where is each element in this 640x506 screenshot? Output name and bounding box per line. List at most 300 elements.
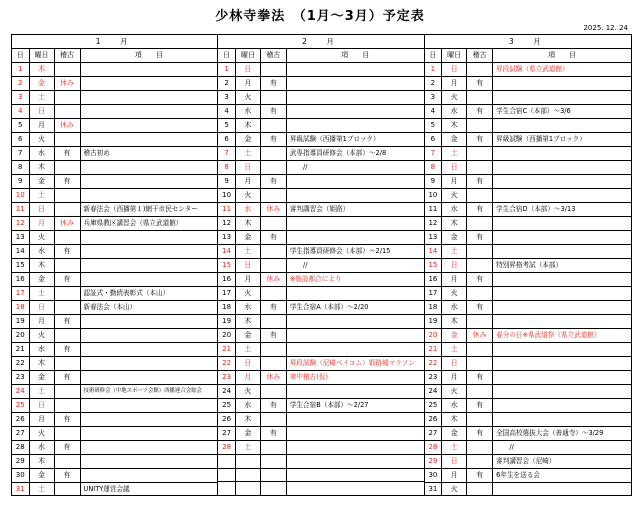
day-cell: 6 (425, 133, 442, 147)
weekday-cell: 水 (29, 441, 54, 455)
day-cell: 5 (425, 119, 442, 133)
weekday-cell: 水 (235, 301, 260, 315)
schedule-row (12, 483, 217, 497)
schedule-row (12, 217, 217, 231)
weekday-cell: 木 (29, 63, 54, 77)
day-cell: 12 (12, 217, 29, 231)
schedule-row (218, 133, 423, 147)
day-cell: 17 (218, 287, 235, 301)
event-cell: 学生指導員研修会（本部）～2/15 (286, 245, 423, 259)
keiko-cell (260, 63, 286, 77)
day-cell: 31 (12, 483, 29, 497)
weekday-cell: 月 (29, 413, 54, 427)
event-cell: 稽古初め (80, 147, 217, 161)
weekday-cell: 日 (442, 259, 467, 273)
day-cell: 17 (425, 287, 442, 301)
weekday-cell: 月 (442, 175, 467, 189)
event-cell (493, 91, 631, 105)
schedule-row (425, 189, 631, 203)
day-cell: 1 (12, 63, 29, 77)
schedule-row (12, 301, 217, 315)
day-cell: 10 (218, 189, 235, 203)
event-cell (80, 273, 217, 287)
keiko-cell: 有 (54, 245, 80, 259)
day-cell: 20 (12, 329, 29, 343)
keiko-cell: 休み (54, 119, 80, 133)
schedule-row (218, 91, 423, 105)
day-cell: 15 (218, 259, 235, 273)
keiko-cell: 有 (260, 427, 286, 441)
schedule-row (12, 357, 217, 371)
weekday-cell: 土 (235, 343, 260, 357)
schedule-row (218, 273, 423, 287)
schedule-row (218, 301, 423, 315)
weekday-cell: 日 (442, 63, 467, 77)
schedule-row (218, 287, 423, 301)
weekday-cell: 水 (442, 203, 467, 217)
month-rows (425, 63, 631, 497)
keiko-cell: 有 (54, 469, 80, 483)
keiko-cell: 休み (54, 77, 80, 91)
event-cell (80, 371, 217, 385)
weekday-cell: 水 (29, 343, 54, 357)
event-cell (493, 175, 631, 189)
event-cell (80, 63, 217, 77)
keiko-cell (260, 315, 286, 329)
schedule-row (218, 203, 423, 217)
day-cell: 21 (12, 343, 29, 357)
day-cell: 20 (218, 329, 235, 343)
weekday-cell: 土 (235, 245, 260, 259)
keiko-cell (54, 301, 80, 315)
keiko-cell (54, 189, 80, 203)
schedule-row (12, 287, 217, 301)
weekday-cell: 金 (442, 231, 467, 245)
day-cell: 7 (12, 147, 29, 161)
day-cell: 25 (218, 399, 235, 413)
weekday-cell: 火 (442, 287, 467, 301)
keiko-cell (467, 245, 493, 259)
weekday-cell: 木 (29, 259, 54, 273)
schedule-row (12, 147, 217, 161)
event-cell (286, 231, 423, 245)
keiko-cell (260, 482, 286, 496)
keiko-cell (54, 385, 80, 399)
event-cell (80, 175, 217, 189)
weekday-cell: 火 (442, 91, 467, 105)
keiko-cell: 有 (54, 343, 80, 357)
schedule-row (425, 385, 631, 399)
schedule-row (12, 231, 217, 245)
weekday-cell: 水 (442, 105, 467, 119)
keiko-cell (54, 91, 80, 105)
event-cell (286, 189, 423, 203)
day-cell: 16 (218, 273, 235, 287)
weekday-cell: 火 (442, 385, 467, 399)
keiko-cell (467, 455, 493, 469)
schedule-row (12, 245, 217, 259)
weekday-cell: 金 (442, 329, 467, 343)
event-cell (80, 413, 217, 427)
keiko-cell (260, 217, 286, 231)
schedule-row (12, 469, 217, 483)
event-cell: 学生合宿B（本部）～2/27 (286, 399, 423, 413)
schedule-row (218, 371, 423, 385)
schedule-row (425, 231, 631, 245)
schedule-row (425, 175, 631, 189)
event-cell (493, 301, 631, 315)
event-cell: UNITY運営会議 (83, 485, 130, 494)
schedule-row (12, 119, 217, 133)
weekday-cell: 火 (29, 231, 54, 245)
keiko-cell (467, 217, 493, 231)
keiko-cell: 有 (260, 105, 286, 119)
event-cell: 春分の日※県武道祭（県立武道館） (493, 329, 631, 343)
keiko-cell: 有 (467, 371, 493, 385)
keiko-cell (467, 147, 493, 161)
event-cell (80, 455, 217, 469)
event-cell (286, 468, 423, 482)
keiko-cell (54, 455, 80, 469)
event-cell (80, 357, 217, 371)
event-cell: ※施設都合により (286, 273, 423, 287)
day-cell: 12 (218, 217, 235, 231)
weekday-cell: 日 (29, 301, 54, 315)
keiko-cell (54, 203, 80, 217)
event-cell (286, 329, 423, 343)
schedule-row (12, 63, 217, 77)
schedule-row (12, 329, 217, 343)
day-cell: 29 (425, 455, 442, 469)
event-cell (286, 385, 423, 399)
event-cell: 兵庫県教区講習会（県立武道館） (80, 217, 217, 231)
keiko-cell: 有 (467, 105, 493, 119)
keiko-cell: 有 (260, 231, 286, 245)
event-cell (80, 427, 217, 441)
keiko-cell: 有 (467, 399, 493, 413)
day-cell: 31 (425, 483, 442, 497)
event-cell (493, 483, 631, 497)
day-cell: 18 (12, 301, 29, 315)
day-cell: 29 (12, 455, 29, 469)
schedule-row (12, 315, 217, 329)
day-cell: 18 (218, 301, 235, 315)
day-cell: 4 (425, 105, 442, 119)
day-cell: 13 (425, 231, 442, 245)
col-weekday-header: 曜日 (235, 49, 260, 63)
schedule-row (218, 231, 423, 245)
weekday-cell: 土 (29, 287, 54, 301)
event-cell: 審判講習会（姫路） (286, 203, 423, 217)
event-cell (80, 259, 217, 273)
event-cell: 昇段試験（県立武道館） (493, 63, 631, 77)
day-cell: 8 (425, 161, 442, 175)
weekday-cell: 金 (235, 231, 260, 245)
weekday-cell: 土 (442, 147, 467, 161)
keiko-cell (54, 63, 80, 77)
event-cell: 新春法会（西播第１)網干市民センター (80, 203, 217, 217)
event-cell (286, 105, 423, 119)
schedule-row (218, 161, 423, 175)
schedule-row (425, 441, 631, 455)
col-keiko-header: 稽古 (260, 49, 286, 63)
schedule-row (425, 77, 631, 91)
keiko-cell: 有 (467, 273, 493, 287)
keiko-cell: 有 (54, 147, 80, 161)
weekday-cell: 日 (442, 357, 467, 371)
weekday-cell: 土 (235, 441, 260, 455)
day-cell: 5 (12, 119, 29, 133)
event-cell (493, 217, 631, 231)
schedule-row (218, 455, 423, 469)
keiko-cell: 有 (260, 301, 286, 315)
weekday-cell: 日 (442, 161, 467, 175)
month-column-3 (425, 35, 631, 495)
event-cell (493, 77, 631, 91)
event-cell: 昇級試験（西播第1ブロック） (286, 133, 423, 147)
keiko-cell (54, 483, 80, 497)
weekday-cell: 月 (442, 371, 467, 385)
weekday-cell: 金 (29, 175, 54, 189)
schedule-row (425, 217, 631, 231)
col-item-header: 項 目 (80, 49, 217, 63)
schedule-row (218, 259, 423, 273)
keiko-cell (467, 161, 493, 175)
month-table (425, 35, 631, 496)
day-cell: 24 (12, 385, 29, 399)
keiko-cell: 休み (260, 273, 286, 287)
keiko-cell (54, 259, 80, 273)
day-cell: 26 (218, 413, 235, 427)
day-cell: 11 (12, 203, 29, 217)
col-day-header: 日 (12, 49, 29, 63)
weekday-cell: 木 (235, 119, 260, 133)
month-rows (218, 63, 423, 496)
day-cell: 13 (12, 231, 29, 245)
day-cell: 18 (425, 301, 442, 315)
weekday-cell: 木 (29, 455, 54, 469)
month-table (12, 35, 217, 496)
schedule-row (425, 119, 631, 133)
keiko-cell: 有 (260, 77, 286, 91)
weekday-cell: 金 (29, 371, 54, 385)
day-cell: 22 (425, 357, 442, 371)
schedule-row (218, 385, 423, 399)
weekday-cell: 木 (29, 161, 54, 175)
weekday-cell: 金 (29, 469, 54, 483)
schedule-row (218, 329, 423, 343)
event-cell (80, 133, 217, 147)
event-cell (493, 371, 631, 385)
col-day-header: 日 (425, 49, 442, 63)
schedule-row (425, 427, 631, 441)
weekday-cell: 月 (235, 273, 260, 287)
schedule-row (218, 189, 423, 203)
event-cell (286, 455, 423, 469)
schedule-row (425, 63, 631, 77)
event-cell: 学生合宿C（本部）～3/6 (493, 105, 631, 119)
schedule-row (12, 427, 217, 441)
col-weekday-header: 曜日 (29, 49, 54, 63)
keiko-cell (467, 287, 493, 301)
schedule-row (12, 189, 217, 203)
schedule-row (218, 175, 423, 189)
keiko-cell (467, 315, 493, 329)
event-cell (80, 231, 217, 245)
day-cell: 2 (425, 77, 442, 91)
weekday-cell: 日 (235, 63, 260, 77)
weekday-cell: 土 (442, 245, 467, 259)
keiko-cell (260, 468, 286, 482)
event-cell (286, 175, 423, 189)
event-cell (286, 343, 423, 357)
event-cell: 技術研修会（中地スポーツ会館）西播連合会総会 (80, 385, 217, 399)
day-cell (218, 468, 235, 482)
weekday-cell: 月 (29, 119, 54, 133)
event-cell (286, 217, 423, 231)
event-cell (286, 441, 423, 455)
schedule-row (425, 287, 631, 301)
schedule-row (218, 63, 423, 77)
schedule-row (12, 455, 217, 469)
day-cell: 8 (12, 161, 29, 175)
weekday-cell: 日 (235, 259, 260, 273)
weekday-cell (235, 468, 260, 482)
month-column-2 (218, 35, 424, 495)
schedule-row (425, 469, 631, 483)
weekday-cell: 土 (29, 189, 54, 203)
keiko-cell: 有 (467, 469, 493, 483)
schedule-row (218, 105, 423, 119)
weekday-cell: 木 (442, 315, 467, 329)
schedule-row (12, 91, 217, 105)
schedule-row (425, 245, 631, 259)
day-cell: 21 (425, 343, 442, 357)
schedule-row (218, 399, 423, 413)
weekday-cell: 火 (442, 189, 467, 203)
weekday-cell: 火 (235, 385, 260, 399)
keiko-cell (260, 147, 286, 161)
day-cell: 28 (425, 441, 442, 455)
event-cell (286, 427, 423, 441)
day-cell: 23 (425, 371, 442, 385)
schedule-row (425, 455, 631, 469)
keiko-cell: 有 (467, 301, 493, 315)
schedule-row (425, 371, 631, 385)
schedule-row (218, 315, 423, 329)
day-cell: 3 (12, 91, 29, 105)
event-cell (286, 119, 423, 133)
keiko-cell (260, 343, 286, 357)
schedule-row (218, 427, 423, 441)
schedule-row (12, 385, 217, 399)
weekday-cell: 金 (442, 427, 467, 441)
weekday-cell: 火 (29, 427, 54, 441)
schedule-row (12, 133, 217, 147)
day-cell: 27 (425, 427, 442, 441)
event-cell: 6年生を送る会 (493, 469, 631, 483)
keiko-cell: 有 (467, 203, 493, 217)
schedule-sheet (11, 34, 632, 496)
month-header: 3 月 (425, 35, 631, 49)
keiko-cell (260, 441, 286, 455)
schedule-row (218, 343, 423, 357)
weekday-cell: 水 (442, 399, 467, 413)
keiko-cell (260, 413, 286, 427)
weekday-cell: 木 (235, 217, 260, 231)
day-cell: 13 (218, 231, 235, 245)
day-cell: 27 (218, 427, 235, 441)
day-cell: 6 (12, 133, 29, 147)
schedule-row (12, 161, 217, 175)
weekday-cell: 火 (29, 329, 54, 343)
keiko-cell: 休み (260, 203, 286, 217)
weekday-cell: 木 (235, 315, 260, 329)
weekday-cell: 日 (29, 105, 54, 119)
day-cell: 2 (218, 77, 235, 91)
event-cell (80, 105, 217, 119)
schedule-row (425, 203, 631, 217)
weekday-cell: 火 (29, 133, 54, 147)
day-cell: 11 (218, 203, 235, 217)
weekday-cell: 土 (29, 483, 54, 497)
keiko-cell: 有 (260, 329, 286, 343)
event-cell (493, 343, 631, 357)
weekday-cell: 金 (29, 77, 54, 91)
keiko-cell (260, 189, 286, 203)
keiko-cell: 有 (54, 441, 80, 455)
event-cell (493, 147, 631, 161)
schedule-row (12, 441, 217, 455)
schedule-row (425, 161, 631, 175)
event-cell: // (286, 259, 423, 273)
keiko-cell: 有 (54, 175, 80, 189)
day-cell: 16 (425, 273, 442, 287)
day-cell: 30 (425, 469, 442, 483)
keiko-cell (260, 259, 286, 273)
weekday-cell: 月 (29, 217, 54, 231)
col-keiko-header: 稽古 (54, 49, 80, 63)
weekday-cell: 水 (29, 245, 54, 259)
weekday-cell: 土 (442, 343, 467, 357)
weekday-cell: 日 (235, 357, 260, 371)
event-cell: 武専指導員研修会（本部）～2/8 (286, 147, 423, 161)
day-cell: 15 (12, 259, 29, 273)
day-cell: 4 (218, 105, 235, 119)
keiko-cell (260, 161, 286, 175)
weekday-cell: 日 (442, 455, 467, 469)
weekday-cell: 水 (235, 399, 260, 413)
day-cell: 22 (218, 357, 235, 371)
keiko-cell (54, 357, 80, 371)
schedule-row (425, 399, 631, 413)
event-cell (80, 161, 217, 175)
day-cell: 26 (12, 413, 29, 427)
keiko-cell: 有 (467, 427, 493, 441)
weekday-cell: 月 (235, 77, 260, 91)
weekday-cell: 月 (235, 175, 260, 189)
keiko-cell: 有 (467, 175, 493, 189)
keiko-cell: 休み (467, 329, 493, 343)
schedule-row (425, 343, 631, 357)
keiko-cell (54, 231, 80, 245)
day-cell: 11 (425, 203, 442, 217)
event-cell (493, 357, 631, 371)
schedule-row (12, 413, 217, 427)
keiko-cell: 有 (467, 231, 493, 245)
day-cell: 8 (218, 161, 235, 175)
keiko-cell (467, 413, 493, 427)
